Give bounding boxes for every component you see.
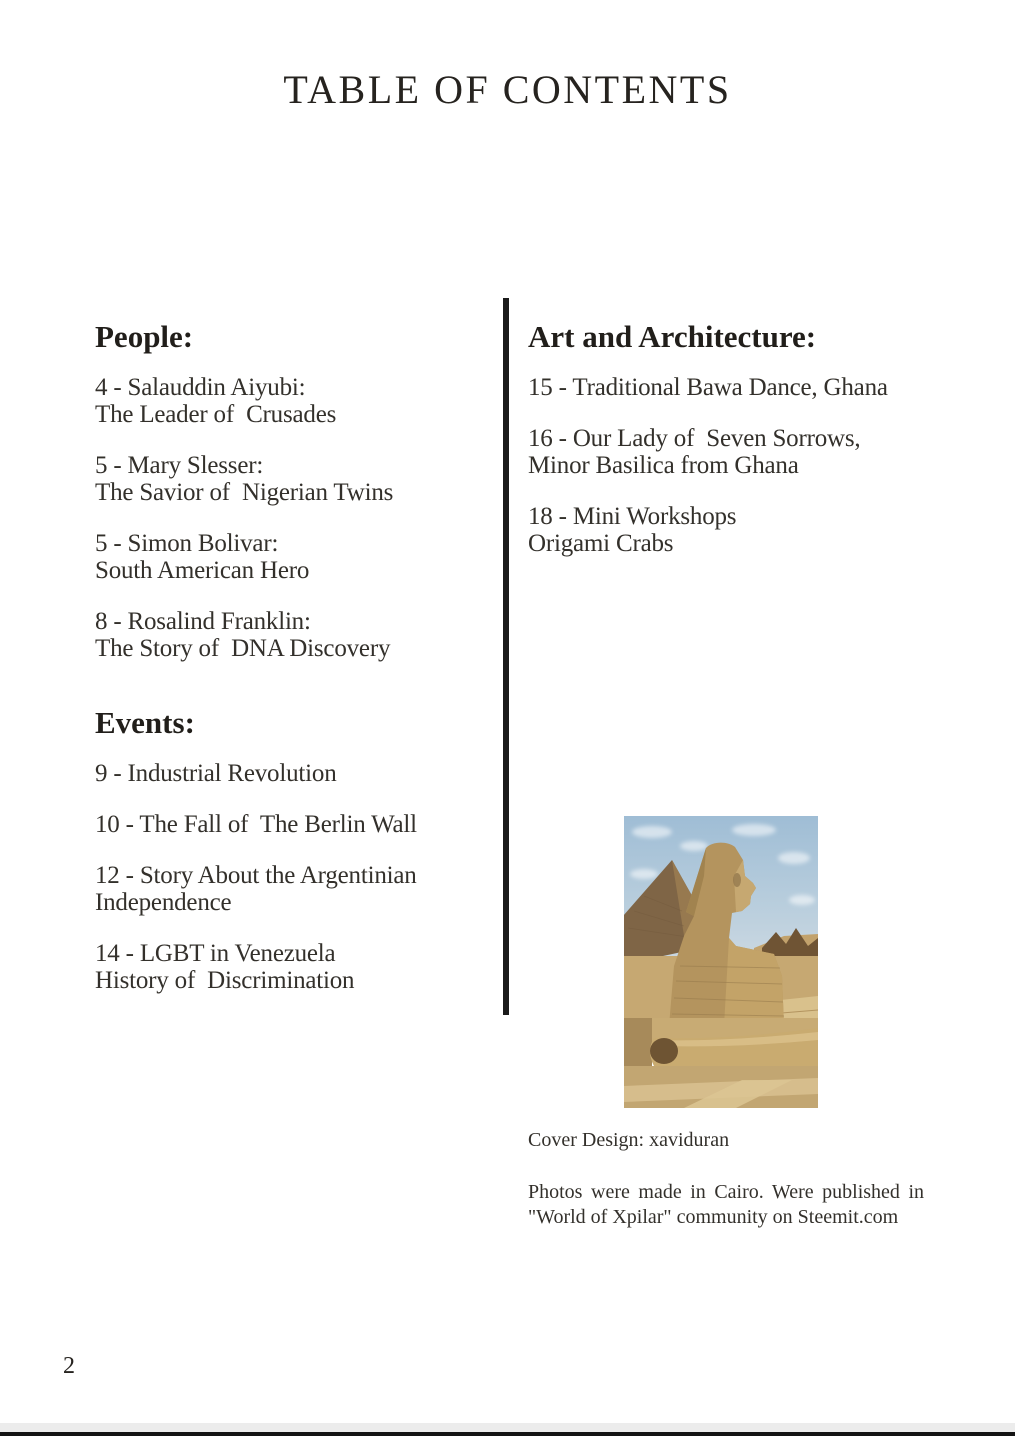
toc-entry-line: The Leader of Crusades xyxy=(95,401,337,428)
toc-entry xyxy=(95,760,480,787)
bottom-black-band xyxy=(0,1432,1015,1436)
section-heading-art-architecture: Art and Architecture: xyxy=(528,319,817,354)
toc-entry xyxy=(528,503,924,557)
toc-entry-line: Origami Crabs xyxy=(528,530,674,557)
bottom-light-band xyxy=(0,1423,1015,1432)
toc-entry xyxy=(528,374,924,401)
toc-entry-line: Minor Basilica from Ghana xyxy=(528,452,799,479)
toc-entry-line: 15 - Traditional Bawa Dance, Ghana xyxy=(528,374,888,401)
column-divider-rule xyxy=(503,298,509,1015)
toc-entry-line: 16 - Our Lady of Seven Sorrows, xyxy=(528,425,861,452)
toc-entry-line: 18 - Mini Workshops xyxy=(528,503,737,530)
toc-entry xyxy=(95,862,480,916)
toc-entry-line: South American Hero xyxy=(95,557,310,584)
page-title: TABLE OF CONTENTS xyxy=(283,67,732,112)
cover-design-credit: Cover Design: xaviduran xyxy=(528,1129,730,1151)
cover-photo-sphinx xyxy=(624,816,818,1108)
section-heading-people: People: xyxy=(95,319,194,354)
page-number: 2 xyxy=(63,1353,75,1379)
toc-entry-line: 10 - The Fall of The Berlin Wall xyxy=(95,811,417,838)
toc-entry-line: 4 - Salauddin Aiyubi: xyxy=(95,374,306,401)
toc-entry xyxy=(528,425,924,479)
sphinx-photo-illustration xyxy=(624,816,818,1108)
toc-entry xyxy=(95,940,480,994)
toc-entry-line: History of Discrimination xyxy=(95,967,355,994)
toc-entry xyxy=(95,608,480,662)
section-heading-events: Events: xyxy=(95,705,195,740)
toc-entry-line: 14 - LGBT in Venezuela xyxy=(95,940,336,967)
photos-credit xyxy=(528,1180,924,1230)
section-art-architecture xyxy=(528,300,924,581)
toc-entry xyxy=(95,811,480,838)
toc-entry xyxy=(95,530,480,584)
photos-credit-line: "World of Xpilar" community on Steemit.com xyxy=(528,1206,899,1228)
toc-entry-line: 8 - Rosalind Franklin: xyxy=(95,608,311,635)
toc-entry-line: 12 - Story About the Argentinian xyxy=(95,862,417,889)
toc-entry-line: Independence xyxy=(95,889,232,916)
section-people xyxy=(95,300,480,686)
photos-credit-line: Photos were made in Cairo. Were published in xyxy=(528,1181,924,1203)
toc-entry xyxy=(95,452,480,506)
toc-entry-line: The Savior of Nigerian Twins xyxy=(95,479,394,506)
toc-entry-line: 5 - Simon Bolivar: xyxy=(95,530,279,557)
toc-entry-line: The Story of DNA Discovery xyxy=(95,635,391,662)
toc-entry xyxy=(95,374,480,428)
section-events xyxy=(95,686,480,1018)
toc-entry-line: 9 - Industrial Revolution xyxy=(95,760,337,787)
toc-entry-line: 5 - Mary Slesser: xyxy=(95,452,264,479)
left-column xyxy=(95,300,480,1018)
right-column xyxy=(528,300,924,1230)
